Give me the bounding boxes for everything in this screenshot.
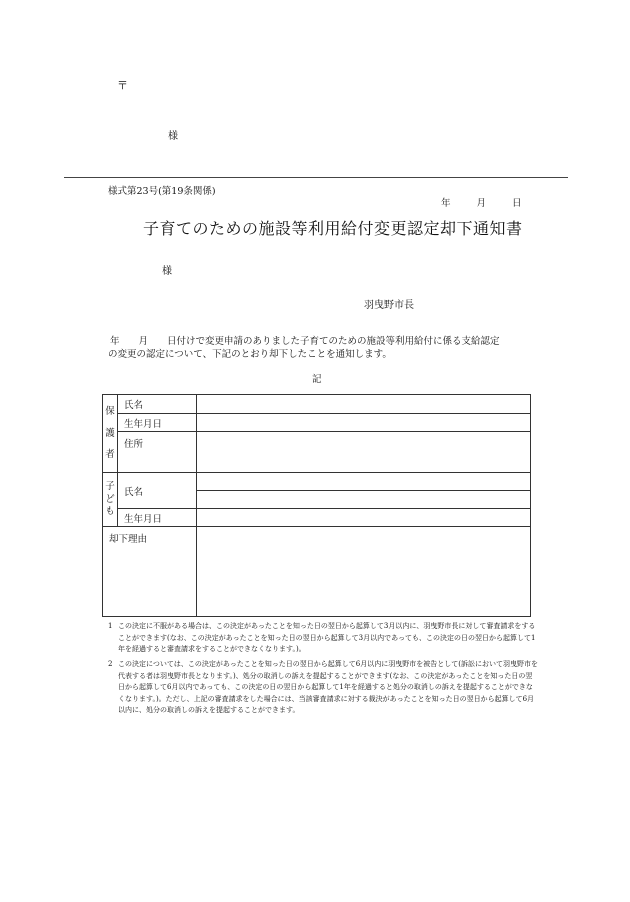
form-number: 様式第23号(第19条関係)	[108, 186, 216, 197]
child-birthdate-label: 生年月日	[118, 509, 197, 527]
guardian-name-label: 氏名	[118, 395, 197, 414]
child-label-char: 子	[105, 481, 115, 493]
note-1	[108, 621, 538, 656]
notice-table	[102, 394, 531, 617]
child-name-field-1[interactable]	[197, 473, 531, 491]
guardian-name-field[interactable]	[197, 395, 531, 414]
date-year: 年	[441, 198, 451, 209]
date-month: 月	[476, 198, 487, 209]
guardian-birthdate-label: 生年月日	[118, 414, 197, 432]
guardian-label-char: 護	[105, 427, 115, 439]
child-label-char: ど	[105, 493, 115, 505]
addressee-honorific: 様	[168, 131, 178, 142]
issuer-name: 羽曳野市長	[364, 300, 414, 311]
child-label	[103, 473, 118, 527]
guardian-address-field[interactable]	[197, 432, 531, 473]
issue-date	[441, 195, 522, 209]
recipient-honorific: 様	[162, 266, 172, 277]
guardian-label-char: 者	[105, 449, 115, 461]
fold-separator-line	[64, 177, 568, 178]
child-birthdate-field[interactable]	[197, 509, 531, 527]
note-2	[108, 659, 538, 717]
notice-body-line2: の変更の認定について、下記のとおり却下したことを通知します。	[108, 349, 392, 360]
note-number: 2	[108, 660, 113, 668]
guardian-label	[103, 395, 118, 473]
page-title: 子育てのための施設等利用給付変更認定却下通知書	[143, 219, 523, 238]
date-day: 日	[512, 198, 522, 209]
guardian-address-label: 住所	[118, 432, 197, 473]
child-name-field-2[interactable]	[197, 491, 531, 509]
notice-body-line1: 年 月 日付けで変更申請のありました子育てのための施設等利用給付に係る支給認定	[110, 336, 500, 347]
ki-heading: 記	[312, 374, 322, 385]
note-text: この決定に不服がある場合は、この決定があったことを知った日の翌日から起算して3月以内に、羽曳野市長に対して審査請求をすることができます(なお、この決定があったことを知った日の翌日から起算して3月以内であっても、この決定の日の翌日から起算して1年を経過すると審査請求をすることができなくなります。)。	[118, 622, 536, 653]
note-number: 1	[108, 622, 113, 630]
postal-mark: 〒	[117, 79, 128, 92]
rejection-reason-label: 却下理由	[103, 527, 197, 617]
guardian-label-char: 保	[105, 406, 115, 418]
note-text: この決定については、この決定があったことを知った日の翌日から起算して6月以内に羽曳野市を被告として(訴訟において羽曳野市を代表する者は羽曳野市長となります。)、処分の取消しの訴えを提起することができます(なお、この決定があったことを知った日の翌日から起算して6月以内であっても、この決定の日の翌日から起算して1年を経過すると処分の取消しの訴えを提起することができなくなります。)。ただし、上記の審査請求をした場合には、当該審査請求に対する裁決があったことを知った日の翌日から起算して6月以内に、処分の取消しの訴えを提起することができます。	[118, 660, 538, 714]
guardian-birthdate-field[interactable]	[197, 414, 531, 432]
child-label-char: も	[105, 506, 115, 518]
child-name-label: 氏名	[118, 473, 197, 509]
rejection-reason-field[interactable]	[197, 527, 531, 617]
